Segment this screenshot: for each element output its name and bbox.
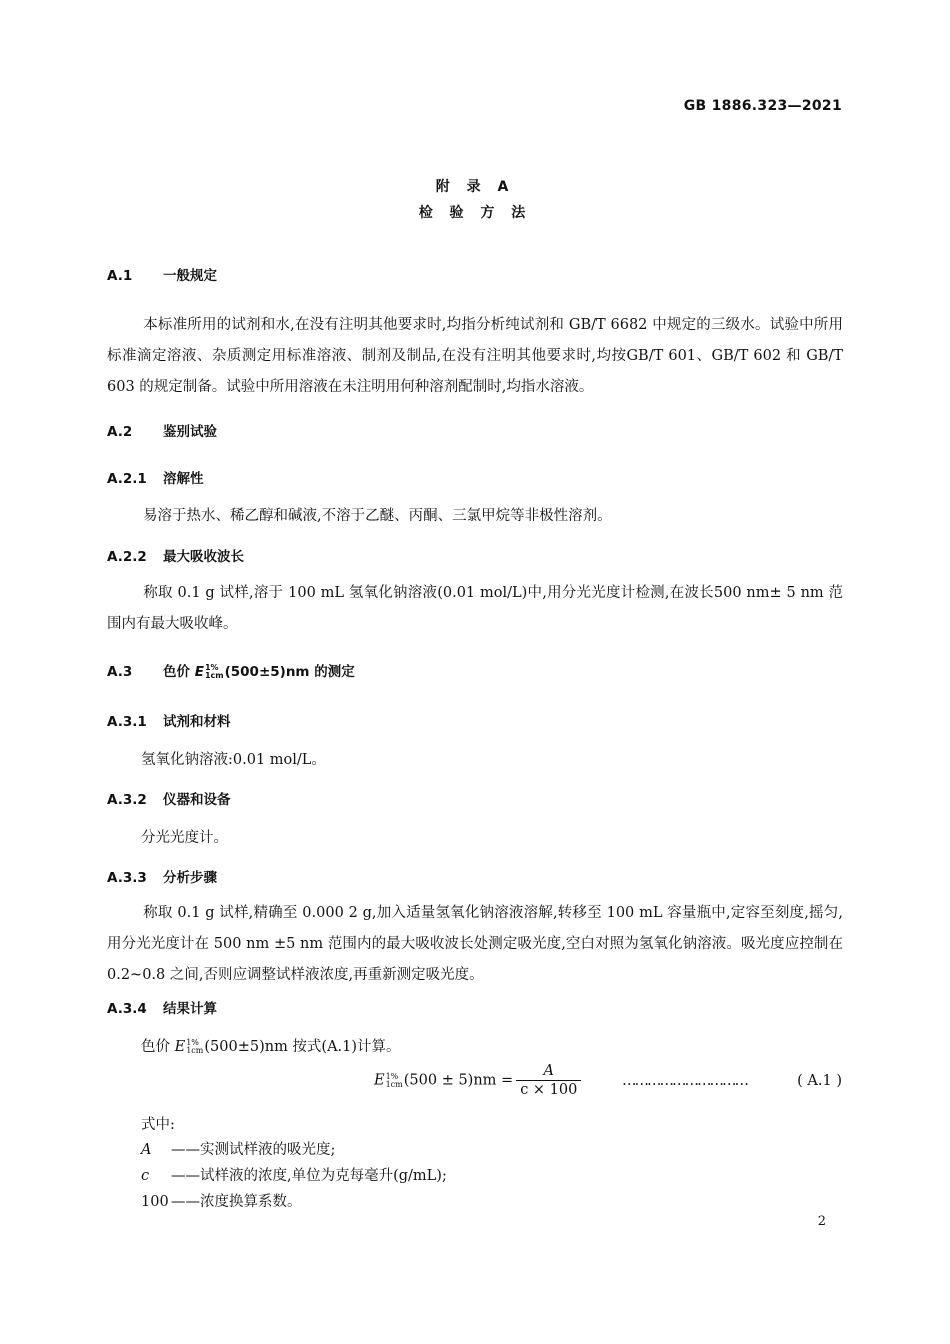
paragraph-a32: 分光光度计。 [141, 830, 228, 846]
page-number: 2 [817, 1214, 826, 1229]
formula-fraction [516, 1062, 581, 1099]
paragraph-text: 本标准所用的试剂和水,在没有注明其他要求时,均指分析纯试剂和 GB/T 6682 中规定的三级水。试验中所用标准滴定溶液、杂质测定用标准溶液、制剂及制品,在没有注明其他要求时,均按GB/T 601、GB/T 602 和 GB/T 603 的规定制备。试验中所用溶液在未注明用何种溶剂配制时,均指水溶液。 [107, 317, 843, 395]
paragraph-a34 [141, 1035, 401, 1056]
heading-title: 试剂和材料 [163, 714, 231, 730]
heading-a3 [107, 660, 355, 680]
heading-number: A.2.2 [107, 549, 147, 565]
symbol-subscript: 1cm [385, 1079, 403, 1089]
symbol-superscript: 1% [204, 663, 219, 672]
heading-number: A.2 [107, 424, 133, 440]
legend-symbol: c [141, 1168, 150, 1184]
heading-a33 [107, 866, 217, 886]
paragraph-text: 称取 0.1 g 试样,精确至 0.000 2 g,加入适量氢氧化钠溶液溶解,转移至 100 mL 容量瓶中,定容至刻度,摇匀,用分光光度计在 500 nm ±5 nm 范围内的最大吸收波长处测定吸光度,空白对照为氢氧化钠溶液。吸光度应控制在 0.2~0.8 之间,否则应调整试样液浓度,再重新测定吸光度。 [107, 905, 843, 983]
paragraph-a33 [107, 898, 843, 991]
heading-number: A.3.1 [107, 714, 147, 730]
formula-lhs-suffix: (500 ± 5)nm = [403, 1072, 514, 1089]
formula-denominator: c × 100 [520, 1082, 578, 1098]
formula-symbol: E [374, 1072, 385, 1089]
annex-label: 附 录 A [435, 179, 515, 195]
legend-item [141, 1164, 447, 1185]
heading-title: 分析步骤 [163, 870, 217, 886]
symbol-superscript: 1% [186, 1038, 199, 1047]
heading-title: 鉴别试验 [163, 424, 217, 440]
legend-desc: ——试样液的浓度,单位为克每毫升(g/mL); [171, 1168, 447, 1184]
heading-a31 [107, 710, 231, 730]
heading-a22 [107, 545, 244, 565]
intro-prefix: 色价 [141, 1039, 175, 1055]
intro-suffix: (500±5)nm 按式(A.1)计算。 [204, 1039, 401, 1055]
heading-title-prefix: 色价 [163, 664, 195, 680]
symbol-indices [186, 1039, 203, 1055]
legend-desc: ——实测试样液的吸光度; [171, 1142, 336, 1158]
paragraph-a22 [107, 578, 843, 640]
heading-a34 [107, 997, 217, 1017]
legend-item [141, 1138, 335, 1159]
color-value-symbol: E [174, 1039, 186, 1055]
color-value-symbol: E [194, 664, 204, 680]
paragraph-text: 称取 0.1 g 试样,溶于 100 mL 氢氧化钠溶液(0.01 mol/L)中,用分光光度计检测,在波长500 nm± 5 nm 范围内有最大吸收峰。 [107, 585, 843, 632]
formula-numerator: A [516, 1062, 581, 1081]
formula-label: ( A.1 ) [797, 1073, 842, 1089]
symbol-indices [386, 1073, 403, 1089]
legend-symbol: 100 [141, 1194, 169, 1210]
paragraph-a1 [107, 310, 843, 403]
heading-number: A.2.1 [107, 471, 147, 487]
heading-number: A.1 [107, 268, 133, 284]
symbol-indices [205, 664, 224, 680]
heading-title: 最大吸收波长 [163, 549, 244, 565]
heading-a21 [107, 467, 204, 487]
legend-desc: ——浓度换算系数。 [171, 1194, 302, 1210]
legend-item [141, 1190, 302, 1211]
paragraph-a31: 氢氧化钠溶液:0.01 mol/L。 [141, 752, 326, 768]
heading-a32 [107, 788, 231, 808]
heading-title: 仪器和设备 [163, 792, 231, 808]
heading-number: A.3 [107, 664, 133, 680]
paragraph-text: 易溶于热水、稀乙醇和碱液,不溶于乙醚、丙酮、三氯甲烷等非极性溶剂。 [143, 508, 612, 524]
legend-symbol: A [141, 1142, 152, 1158]
heading-number: A.3.4 [107, 1001, 147, 1017]
heading-a1 [107, 264, 217, 284]
formula-a1 [374, 1062, 581, 1099]
heading-title: 溶解性 [163, 471, 204, 487]
legend-title: 式中: [141, 1117, 175, 1133]
standard-number: GB 1886.323—2021 [683, 98, 842, 114]
symbol-subscript: 1cm [186, 1046, 204, 1055]
paragraph-a21 [107, 501, 843, 532]
heading-title-suffix: (500±5)nm 的测定 [224, 664, 355, 680]
heading-a2 [107, 420, 217, 440]
heading-number: A.3.3 [107, 870, 147, 886]
annex-title: 检 验 方 法 [418, 205, 532, 221]
heading-title: 一般规定 [163, 268, 217, 284]
heading-number: A.3.2 [107, 792, 147, 808]
formula-leader: ………………………… [622, 1073, 747, 1089]
heading-title: 结果计算 [163, 1001, 217, 1017]
symbol-subscript: 1cm [204, 671, 224, 680]
symbol-superscript: 1% [385, 1071, 399, 1081]
